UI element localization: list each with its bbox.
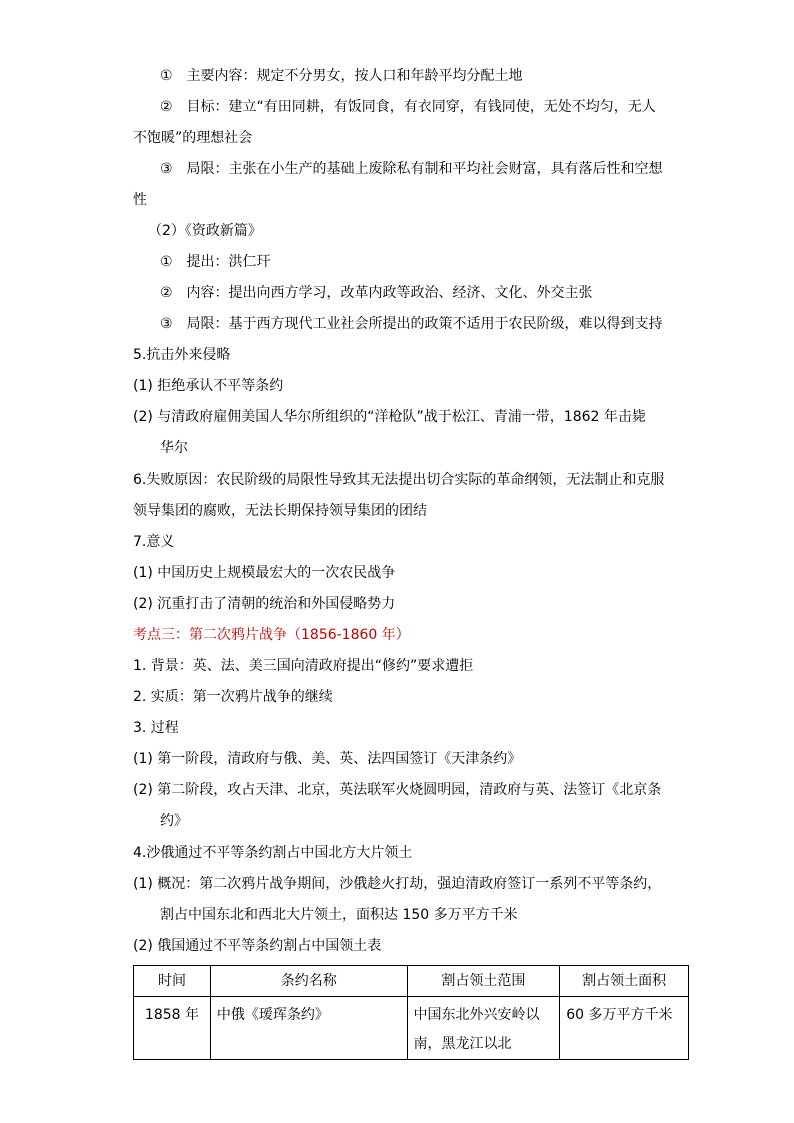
table-row [134,997,689,1060]
column-header: 时间 [134,966,211,997]
text-line: 性 [133,192,147,208]
section-heading: 7.意义 [133,534,175,550]
list-item: (1) 中国历史上规模最宏大的一次农民战争 [133,565,396,581]
list-item: 2. 实质：第一次鸦片战争的继续 [133,689,333,705]
text-line: 华尔 [160,440,188,456]
cell-treaty: 中俄《瑷珲条约》 [210,997,407,1060]
list-item: (1) 拒绝承认不平等条约 [133,378,284,394]
list-item: (1) 第一阶段，清政府与俄、美、英、法四国签订《天津条约》 [133,751,522,767]
kaodian-heading: 考点三：第二次鸦片战争（1856-1860 年） [133,627,410,643]
list-item: 1. 背景：英、法、美三国向清政府提出“修约”要求遭拒 [133,658,474,674]
table-header-row [134,966,689,997]
section-heading: 6.失败原因：农民阶级的局限性导致其无法提出切合实际的革命纲领，无法制止和克服 [133,472,665,488]
section-heading: 5.抗击外来侵略 [133,347,231,363]
list-item: (2) 与清政府雇佣美国人华尔所组织的“洋枪队”战于松江、青浦一带，1862 年击毙 [133,409,646,425]
list-item: (2) 第二阶段，攻占天津、北京，英法联军火烧圆明园，清政府与英、法签订《北京条 [133,782,662,798]
list-item: (2) 沉重打击了清朝的统治和外国侵略势力 [133,596,396,612]
list-item: ① 主要内容：规定不分男女，按人口和年龄平均分配土地 [160,68,523,84]
list-item: ② 目标：建立“有田同耕，有饭同食，有衣同穿，有钱同使，无处不均匀，无人 [160,99,656,115]
cell-area: 60 多万平方千米 [560,997,689,1060]
text-line: 领导集团的腐败，无法长期保持领导集团的团结 [133,503,427,519]
cell-scope-line: 南，黑龙江以北 [413,1036,512,1052]
list-item: ② 内容：提出向西方学习，改革内政等政治、经济、文化、外交主张 [160,285,593,301]
list-item: ③ 局限：基于西方现代工业社会所提出的政策不适用于农民阶级，难以得到支持 [160,316,663,332]
section-heading: 4.沙俄通过不平等条约割占中国北方大片领土 [133,845,413,861]
list-item: ① 提出：洪仁玕 [160,254,271,270]
cell-time: 1858 年 [134,997,211,1060]
list-item: ③ 局限：主张在小生产的基础上废除私有制和平均社会财富，具有落后性和空想 [160,161,663,177]
list-item: 3. 过程 [133,720,179,736]
column-header: 条约名称 [210,966,407,997]
text-line: 约》 [160,813,188,829]
text-line: 不饱暖”的理想社会 [133,130,253,146]
cell-scope [407,997,560,1060]
list-item: (1) 概况：第二次鸦片战争期间，沙俄趁火打劫，强迫清政府签订一系列不平等条约， [133,876,662,892]
text-line: 割占中国东北和西北大片领土，面积达 150 多万平方千米 [160,907,518,923]
subheading: （2）《资政新篇》 [148,223,262,239]
cell-scope-line: 中国东北外兴安岭以 [413,1007,540,1023]
column-header: 割占领土范围 [407,966,560,997]
territory-table [133,965,689,1060]
column-header: 割占领土面积 [560,966,689,997]
list-item: (2) 俄国通过不平等条约割占中国领土表 [133,938,382,954]
